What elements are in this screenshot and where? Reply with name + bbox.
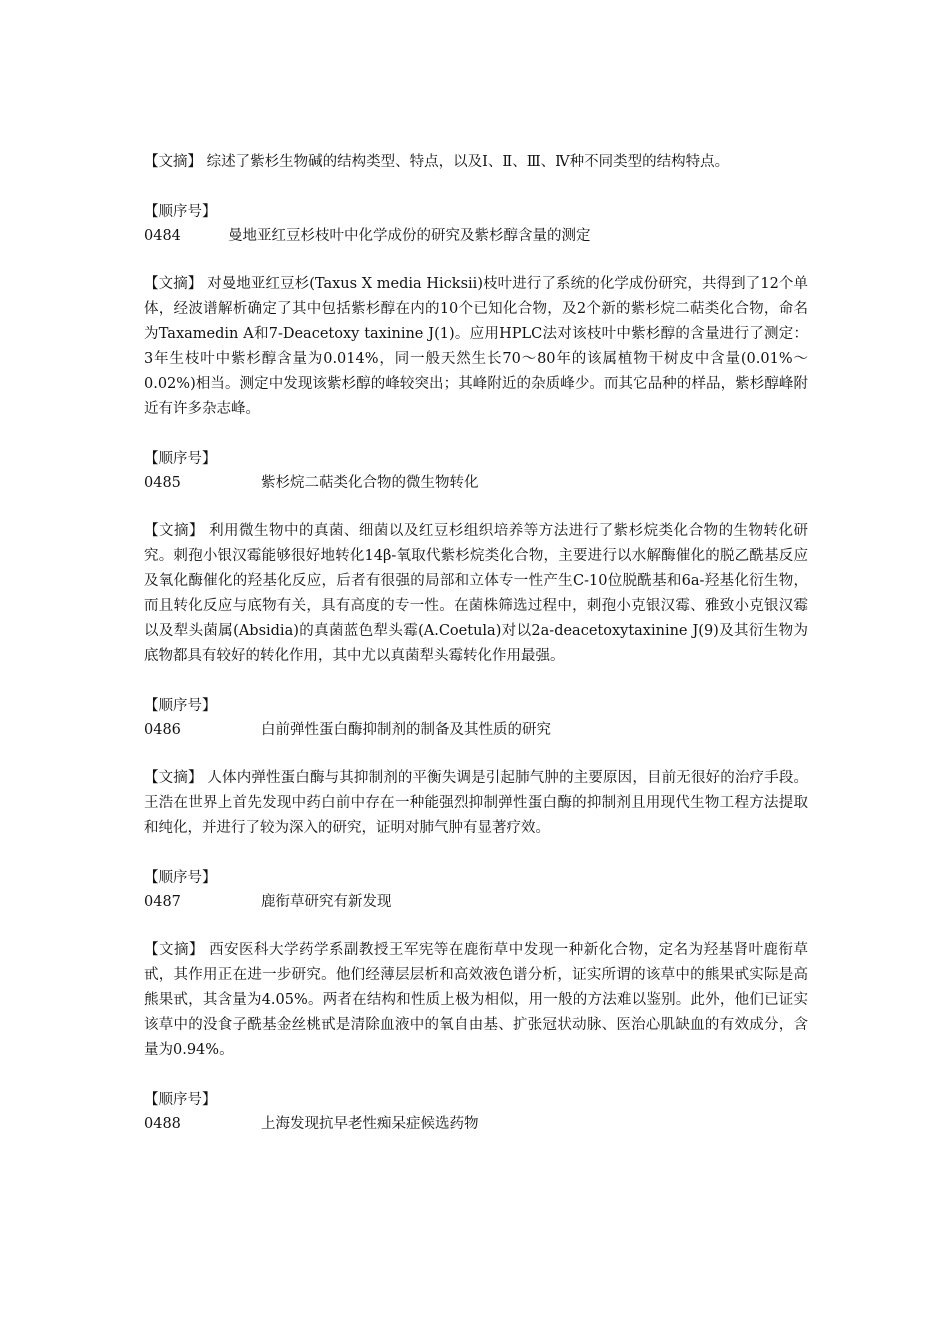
- abstract-paragraph: [144, 272, 808, 422]
- sequence-label: 【顺序号】: [144, 204, 217, 220]
- sequence-line: [144, 718, 808, 742]
- abstract-paragraph: [144, 150, 808, 175]
- abstract-label: 【文摘】: [144, 523, 204, 539]
- entry-title: 鹿衔草研究有新发现: [261, 894, 392, 910]
- sequence-line: [144, 471, 808, 495]
- sequence-label: 【顺序号】: [144, 870, 217, 886]
- sequence-entry: [144, 866, 808, 914]
- sequence-entry: [144, 694, 808, 742]
- sequence-number: 0488: [144, 1116, 181, 1132]
- sequence-label: 【顺序号】: [144, 451, 217, 467]
- abstract-text: 对曼地亚红豆杉(Taxus X media Hicksii)枝叶进行了系统的化学成份研究，共得到了12个单体，经波谱解析确定了其中包括紫杉醇在内的10个已知化合物，及2个新的紫杉烷二萜类化合物，命名为Taxamedin A和7-Deacetoxy taxinine J(1)。应用HPLC法对该枝叶中紫杉醇的含量进行了测定：3年生枝叶中紫杉醇含量为0.014%，同一般天然生长70～80年的该属植物干树皮中含量(0.01%～0.02%)相当。测定中发现该紫杉醇的峰较突出；其峰附近的杂质峰少。而其它品种的样品，紫杉醇峰附近有许多杂志峰。: [144, 276, 809, 417]
- document-body: [144, 150, 808, 1160]
- sequence-entry: [144, 447, 808, 495]
- abstract-label: 【文摘】: [144, 276, 203, 292]
- sequence-line: [144, 224, 808, 248]
- entry-title: 紫杉烷二萜类化合物的微生物转化: [261, 475, 479, 491]
- entry-title: 曼地亚红豆杉枝叶中化学成份的研究及紫杉醇含量的测定: [228, 228, 591, 244]
- abstract-text: 综述了紫杉生物碱的结构类型、特点，以及Ⅰ、Ⅱ、Ⅲ、Ⅳ种不同类型的结构特点。: [206, 154, 730, 170]
- sequence-number: 0486: [144, 722, 181, 738]
- sequence-label: 【顺序号】: [144, 1092, 217, 1108]
- abstract-paragraph: [144, 766, 808, 841]
- sequence-entry: [144, 200, 808, 248]
- abstract-paragraph: [144, 938, 808, 1063]
- abstract-label: 【文摘】: [144, 154, 202, 170]
- abstract-text: 西安医科大学药学系副教授王军宪等在鹿衔草中发现一种新化合物，定名为羟基肾叶鹿衔草甙，其作用正在进一步研究。他们经薄层层析和高效液色谱分析，证实所谓的该草中的熊果甙实际是高熊果甙，其含量为4.05%。两者在结构和性质上极为相似，用一般的方法难以鉴别。此外，他们已证实该草中的没食子酰基金丝桃甙是清除血液中的氧自由基、扩张冠状动脉、医治心肌缺血的有效成分，含量为0.94%。: [144, 942, 809, 1058]
- abstract-label: 【文摘】: [144, 770, 203, 786]
- abstract-paragraph: [144, 519, 808, 669]
- sequence-number: 0487: [144, 894, 181, 910]
- abstract-text: 利用微生物中的真菌、细菌以及红豆杉组织培养等方法进行了紫杉烷类化合物的生物转化研究。刺孢小银汉霉能够很好地转化14β-氧取代紫杉烷类化合物，主要进行以水解酶催化的脱乙酰基反应及氧化酶催化的羟基化反应，后者有很强的局部和立体专一性产生C-10位脱酰基和6a-羟基化衍生物，而且转化反应与底物有关，具有高度的专一性。在菌株筛选过程中，刺孢小克银汉霉、雅致小克银汉霉以及犁头菌属(Absidia)的真菌蓝色犁头霉(A.Coetula)对以2a-deacetoxytaxinine J(9)及其衍生物为底物都具有较好的转化作用，其中尤以真菌犁头霉转化作用最强。: [144, 523, 809, 664]
- abstract-label: 【文摘】: [144, 942, 204, 958]
- sequence-line: [144, 1112, 808, 1136]
- abstract-text: 人体内弹性蛋白酶与其抑制剂的平衡失调是引起肺气肿的主要原因，目前无很好的治疗手段。王浩在世界上首先发现中药白前中存在一种能强烈抑制弹性蛋白酶的抑制剂且用现代生物工程方法提取和纯化，并进行了较为深入的研究，证明对肺气肿有显著疗效。: [144, 770, 809, 836]
- sequence-label: 【顺序号】: [144, 698, 217, 714]
- sequence-entry: [144, 1088, 808, 1136]
- entry-title: 白前弹性蛋白酶抑制剂的制备及其性质的研究: [261, 722, 551, 738]
- sequence-number: 0484: [144, 228, 181, 244]
- entry-title: 上海发现抗早老性痴呆症候选药物: [261, 1116, 479, 1132]
- sequence-number: 0485: [144, 475, 181, 491]
- sequence-line: [144, 890, 808, 914]
